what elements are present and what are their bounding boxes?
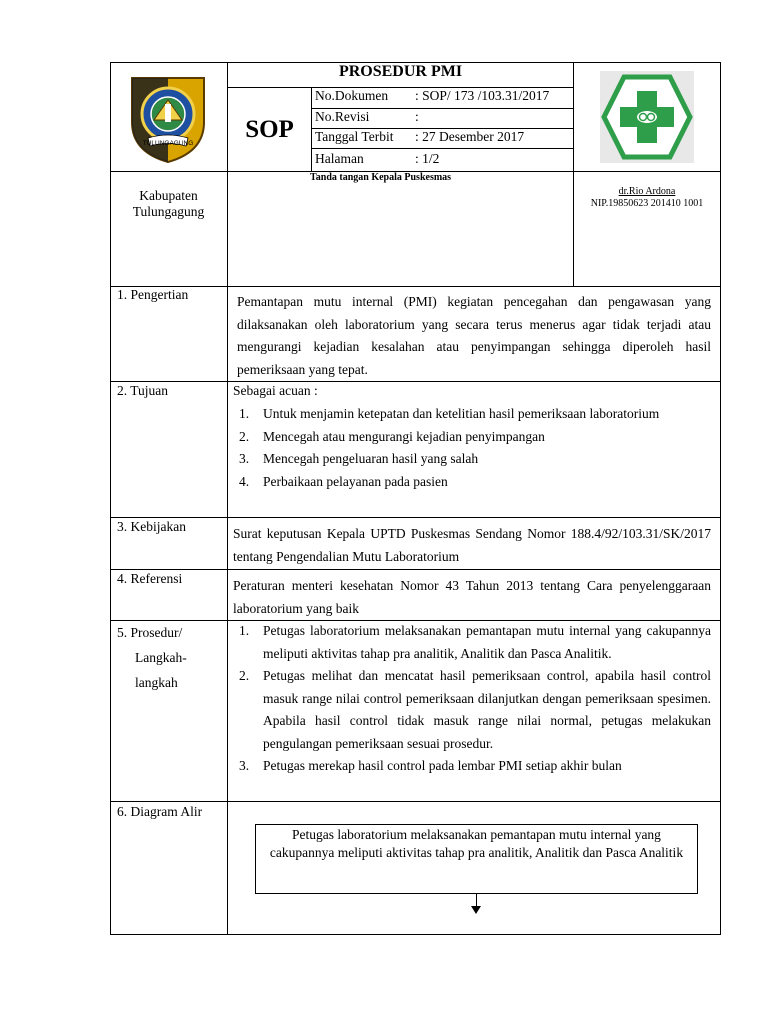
section-label-kebijakan: 3. Kebijakan: [117, 519, 186, 534]
puskesmas-cross-icon: [600, 71, 694, 163]
label-column-divider: [227, 62, 228, 935]
flowchart-box-1: Petugas laboratorium melaksanakan pemantapan mutu internal yang cakupannya meliputi aktivitas tahap pra analitik, Analitik dan Pasca Analitik: [255, 824, 698, 894]
section-label-diagram: 6. Diagram Alir: [117, 804, 203, 819]
row-divider: [110, 569, 721, 570]
meta-value-no-revisi: :: [415, 109, 419, 124]
prosedur-label-line-3: langkah: [135, 675, 178, 690]
meta-label-halaman: Halaman: [315, 151, 364, 166]
row-divider: [110, 286, 721, 287]
list-item: 3. Mencegah pengeluaran hasil yang salah: [239, 451, 479, 466]
puskesmas-logo: [600, 71, 694, 163]
kebijakan-text: Surat keputusan Kepala UPTD Puskesmas Sendang Nomor 188.4/92/103.31/SK/2017 tentang Pengendalian Mutu Laboratorium: [233, 526, 711, 564]
sop-label: SOP: [245, 116, 294, 143]
referensi-text: Peraturan menteri kesehatan Nomor 43 Tahun 2013 tentang Cara penyelenggaraan laboratorium yang baik: [233, 578, 711, 616]
tujuan-list: [233, 403, 711, 493]
prosedur-list: [233, 620, 711, 778]
region-line-1: Kabupaten: [139, 188, 198, 203]
logo-column-divider: [573, 62, 574, 286]
border-right: [720, 62, 721, 935]
meta-label-no-revisi: No.Revisi: [315, 109, 370, 124]
meta-value-tanggal-terbit: : 27 Desember 2017: [415, 129, 525, 144]
document-title: PROSEDUR PMI: [338, 63, 463, 80]
list-item: 2. Mencegah atau mengurangi kejadian penyimpangan: [239, 428, 545, 444]
shield-icon: [124, 70, 212, 166]
signer-block: [574, 186, 720, 210]
list-item: 3. Petugas merekap hasil control pada lembar PMI setiap akhir bulan: [239, 758, 622, 773]
kabupaten-seal-logo: [124, 70, 212, 166]
tujuan-intro: Sebagai acuan :: [233, 383, 318, 398]
signature-caption: Tanda tangan Kepala Puskesmas: [310, 172, 452, 183]
signer-name: dr.Rio Ardona: [618, 186, 676, 197]
sop-column-divider: [311, 87, 312, 171]
row-divider: [110, 517, 721, 518]
meta-value-no-dokumen: : SOP/ 173 /103.31/2017: [415, 88, 550, 103]
region-name: [110, 188, 227, 220]
pengertian-text: Pemantapan mutu internal (PMI) kegiatan pencegahan dan pengawasan yang dilaksanakan oleh laboratorium yang secara terus menerus agar tidak terjadi atau mengurangi kejadian kesalahan atau penyimpangan sehingga diperoleh hasil pemeriksaan yang tepat.: [237, 294, 711, 377]
list-item: 2. Petugas melihat dan mencatat hasil pemeriksaan control, apabila hasil control masuk range nilai control pemeriksaan dilanjutkan dengan pemeriksaan spesimen. Apabila hasil control tidak masuk range nilai normal, petugas melakukan pengulangan pemeriksaan sesuai prosedur.: [239, 668, 711, 751]
signer-nip: NIP.19850623 201410 1001: [590, 198, 704, 209]
section-label-tujuan: 2. Tujuan: [117, 383, 169, 398]
meta-value-halaman: : 1/2: [415, 151, 440, 166]
row-divider: [110, 381, 721, 382]
prosedur-label-line-1: 5. Prosedur/: [117, 625, 183, 640]
section-label-referensi: 4. Referensi: [117, 571, 183, 586]
meta-label-no-dokumen: No.Dokumen: [315, 88, 389, 103]
region-line-2: Tulungagung: [132, 204, 205, 219]
list-item: 4. Perbaikaan pelayanan pada pasien: [239, 473, 448, 489]
arrow-down-icon: [471, 906, 481, 914]
section-label-pengertian: 1. Pengertian: [117, 287, 189, 302]
meta-label-tanggal-terbit: Tanggal Terbit: [315, 129, 394, 144]
prosedur-label-line-2: Langkah-: [135, 650, 187, 665]
list-item: 1. Petugas laboratorium melaksanakan pemantapan mutu internal yang cakupannya meliputi aktivitas tahap pra analitik, Analitik dan Pasca Analitik.: [239, 623, 711, 661]
list-item: 1. Untuk menjamin ketepatan dan ketelitian hasil pemeriksaan laboratorium: [239, 406, 660, 421]
svg-text:TULUNGAGUNG: TULUNGAGUNG: [142, 140, 194, 147]
border-bottom: [110, 934, 721, 935]
section-label-prosedur: [117, 620, 187, 695]
